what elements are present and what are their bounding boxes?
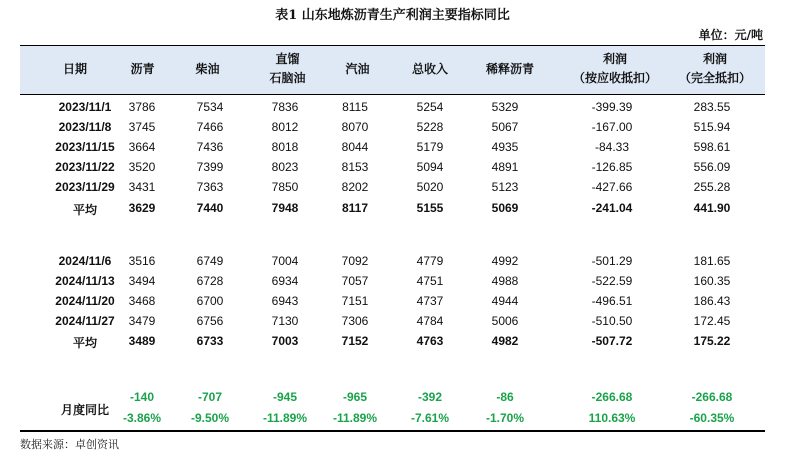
table-cell: 4891 bbox=[491, 160, 519, 174]
table-cell: 6756 bbox=[196, 314, 224, 328]
yoy-percent-cell: -60.35% bbox=[689, 411, 735, 425]
table-header bbox=[20, 46, 765, 94]
table-cell: 4992 bbox=[491, 254, 519, 268]
average-cell: 7152 bbox=[341, 334, 369, 348]
table-cell: -167.00 bbox=[591, 120, 633, 134]
table-cell: 6700 bbox=[196, 294, 224, 308]
table-cell: 3520 bbox=[128, 160, 156, 174]
table-cell: 3516 bbox=[128, 254, 156, 268]
header-naphtha-line2: 石脑油 bbox=[269, 71, 306, 85]
table-cell: 6934 bbox=[271, 274, 299, 288]
header-total-income: 总收入 bbox=[411, 62, 448, 76]
table-cell: -522.59 bbox=[591, 274, 633, 288]
header-gasoline: 汽油 bbox=[345, 62, 370, 76]
table-cell: 255.28 bbox=[693, 180, 731, 194]
yoy-percent-cell: -11.89% bbox=[262, 411, 308, 425]
table-cell: 2023/11/22 bbox=[55, 160, 115, 174]
average-cell: 平均 bbox=[72, 336, 97, 350]
table-cell: -496.51 bbox=[591, 294, 633, 308]
table-cell: 8115 bbox=[342, 100, 368, 114]
table-cell: 283.55 bbox=[693, 100, 731, 114]
table-cell: 6943 bbox=[271, 294, 299, 308]
table-cell: 2024/11/27 bbox=[55, 314, 115, 328]
table-cell: 2023/11/8 bbox=[58, 120, 112, 134]
yoy-change-cell: -266.68 bbox=[691, 390, 733, 404]
table-cell: -427.66 bbox=[591, 180, 633, 194]
table-cell: 7399 bbox=[196, 160, 224, 174]
table-cell: 5254 bbox=[416, 100, 444, 114]
yoy-change-cell: -965 bbox=[342, 390, 368, 404]
yoy-percent-cell: -3.86% bbox=[122, 411, 162, 425]
table-cell: 3786 bbox=[128, 100, 156, 114]
average-cell: 5155 bbox=[416, 201, 444, 215]
table-cell: 3745 bbox=[128, 120, 156, 134]
yoy-change-cell: -86 bbox=[496, 390, 514, 404]
header-profit-full-line2: （完全抵扣） bbox=[678, 71, 751, 85]
average-cell: 6733 bbox=[196, 334, 224, 348]
header-profit-receivable-line1: 利润 bbox=[602, 52, 627, 66]
table-cell: 8202 bbox=[341, 180, 369, 194]
table-cell: 5067 bbox=[491, 120, 519, 134]
yoy-percent-cell: -7.61% bbox=[410, 411, 450, 425]
table-cell: 3431 bbox=[128, 180, 156, 194]
table-cell: 5179 bbox=[416, 140, 444, 154]
header-naphtha-line1: 直馏 bbox=[275, 52, 300, 66]
average-cell: 7948 bbox=[271, 201, 299, 215]
yoy-change-cell: -707 bbox=[197, 390, 223, 404]
table-cell: -399.39 bbox=[591, 100, 633, 114]
table-cell: 7092 bbox=[341, 254, 369, 268]
average-cell: 441.90 bbox=[693, 201, 731, 215]
table-cell: 5228 bbox=[416, 120, 444, 134]
bottom-rule bbox=[20, 430, 765, 432]
table-cell: 3479 bbox=[128, 314, 156, 328]
yoy-percent-cell: -9.50% bbox=[190, 411, 230, 425]
yoy-percent-cell: -1.70% bbox=[485, 411, 525, 425]
yoy-percent-cell: -11.89% bbox=[332, 411, 378, 425]
average-cell: -507.72 bbox=[591, 334, 633, 348]
table-cell: -126.85 bbox=[591, 160, 633, 174]
table-cell: 7850 bbox=[271, 180, 299, 194]
table-cell: 2023/11/1 bbox=[58, 100, 112, 114]
header-profit-full-line1: 利润 bbox=[702, 52, 727, 66]
table-cell: 2024/11/13 bbox=[55, 274, 115, 288]
table-cell: 8153 bbox=[341, 160, 369, 174]
table-cell: 7466 bbox=[196, 120, 224, 134]
average-cell: 175.22 bbox=[693, 334, 731, 348]
table-cell: 2023/11/29 bbox=[55, 180, 115, 194]
table-cell: 7004 bbox=[271, 254, 299, 268]
table-cell: 5020 bbox=[416, 180, 444, 194]
table-cell: 4784 bbox=[416, 314, 444, 328]
table-cell: 4988 bbox=[491, 274, 519, 288]
header-diluted-asphalt: 稀释沥青 bbox=[485, 62, 534, 76]
header-naphtha bbox=[255, 50, 320, 88]
table-cell: 515.94 bbox=[693, 120, 731, 134]
average-cell: 4982 bbox=[491, 334, 519, 348]
table-cell: 4737 bbox=[416, 294, 444, 308]
table-cell: 6749 bbox=[196, 254, 224, 268]
average-cell: 平均 bbox=[72, 203, 97, 217]
table-cell: 5006 bbox=[491, 314, 519, 328]
table-cell: 5329 bbox=[491, 100, 519, 114]
average-cell: 3629 bbox=[128, 201, 156, 215]
table-cell: -84.33 bbox=[594, 140, 630, 154]
table-cell: 160.35 bbox=[693, 274, 731, 288]
table-cell: 3494 bbox=[128, 274, 156, 288]
average-cell: 5069 bbox=[491, 201, 519, 215]
table-cell: 7534 bbox=[196, 100, 224, 114]
average-cell: 7003 bbox=[271, 334, 299, 348]
table-cell: 7436 bbox=[196, 140, 224, 154]
table-cell: -510.50 bbox=[591, 314, 633, 328]
average-cell: 3489 bbox=[128, 334, 156, 348]
table-cell: -501.29 bbox=[591, 254, 633, 268]
table-cell: 6728 bbox=[196, 274, 224, 288]
table-cell: 7151 bbox=[341, 294, 369, 308]
yoy-change-cell: -392 bbox=[417, 390, 443, 404]
yoy-label: 月度同比 bbox=[60, 403, 109, 417]
header-diesel: 柴油 bbox=[195, 62, 220, 76]
average-cell: 4763 bbox=[416, 334, 444, 348]
average-cell: 7440 bbox=[196, 201, 224, 215]
table-cell: 3664 bbox=[128, 140, 156, 154]
header-asphalt: 沥青 bbox=[130, 62, 155, 76]
yoy-change-cell: -945 bbox=[272, 390, 298, 404]
table-cell: 8018 bbox=[271, 140, 299, 154]
table-cell: 7363 bbox=[196, 180, 224, 194]
table-cell: 3468 bbox=[128, 294, 156, 308]
table-cell: 8044 bbox=[341, 140, 369, 154]
table-cell: 4779 bbox=[416, 254, 444, 268]
header-date: 日期 bbox=[62, 62, 87, 76]
header-profit-receivable-line2: （按应收抵扣） bbox=[572, 71, 657, 85]
table-cell: 2023/11/15 bbox=[55, 140, 115, 154]
data-source: 数据来源：卓创资讯 bbox=[20, 438, 119, 451]
header-profit-full bbox=[665, 50, 765, 88]
yoy-change-cell: -266.68 bbox=[591, 390, 633, 404]
table-cell: 7057 bbox=[341, 274, 369, 288]
table-cell: 4751 bbox=[416, 274, 444, 288]
table-cell: 2024/11/6 bbox=[58, 254, 112, 268]
yoy-change-cell: -140 bbox=[129, 390, 155, 404]
table-cell: 7130 bbox=[271, 314, 299, 328]
table-cell: 4944 bbox=[491, 294, 519, 308]
table-cell: 4935 bbox=[491, 140, 519, 154]
header-profit-receivable bbox=[555, 50, 675, 88]
table-cell: 8070 bbox=[341, 120, 369, 134]
average-cell: 8117 bbox=[341, 201, 369, 215]
table-cell: 5123 bbox=[491, 180, 519, 194]
table-cell: 8012 bbox=[271, 120, 299, 134]
table-cell: 7836 bbox=[271, 100, 299, 114]
yoy-percent-cell: 110.63% bbox=[588, 411, 636, 425]
unit-label: 单位：元/吨 bbox=[698, 28, 763, 42]
average-cell: -241.04 bbox=[591, 201, 633, 215]
header-rule bbox=[20, 94, 765, 95]
table-cell: 2024/11/20 bbox=[55, 294, 115, 308]
table-cell: 186.43 bbox=[693, 294, 731, 308]
table-title: 表1 山东地炼沥青生产利润主要指标同比 bbox=[275, 8, 510, 23]
table-cell: 181.65 bbox=[693, 254, 731, 268]
table-cell: 598.61 bbox=[693, 140, 731, 154]
table-cell: 8023 bbox=[271, 160, 299, 174]
table-cell: 7306 bbox=[341, 314, 369, 328]
table-cell: 5094 bbox=[416, 160, 444, 174]
table-cell: 172.45 bbox=[693, 314, 731, 328]
table-cell: 556.09 bbox=[693, 160, 731, 174]
